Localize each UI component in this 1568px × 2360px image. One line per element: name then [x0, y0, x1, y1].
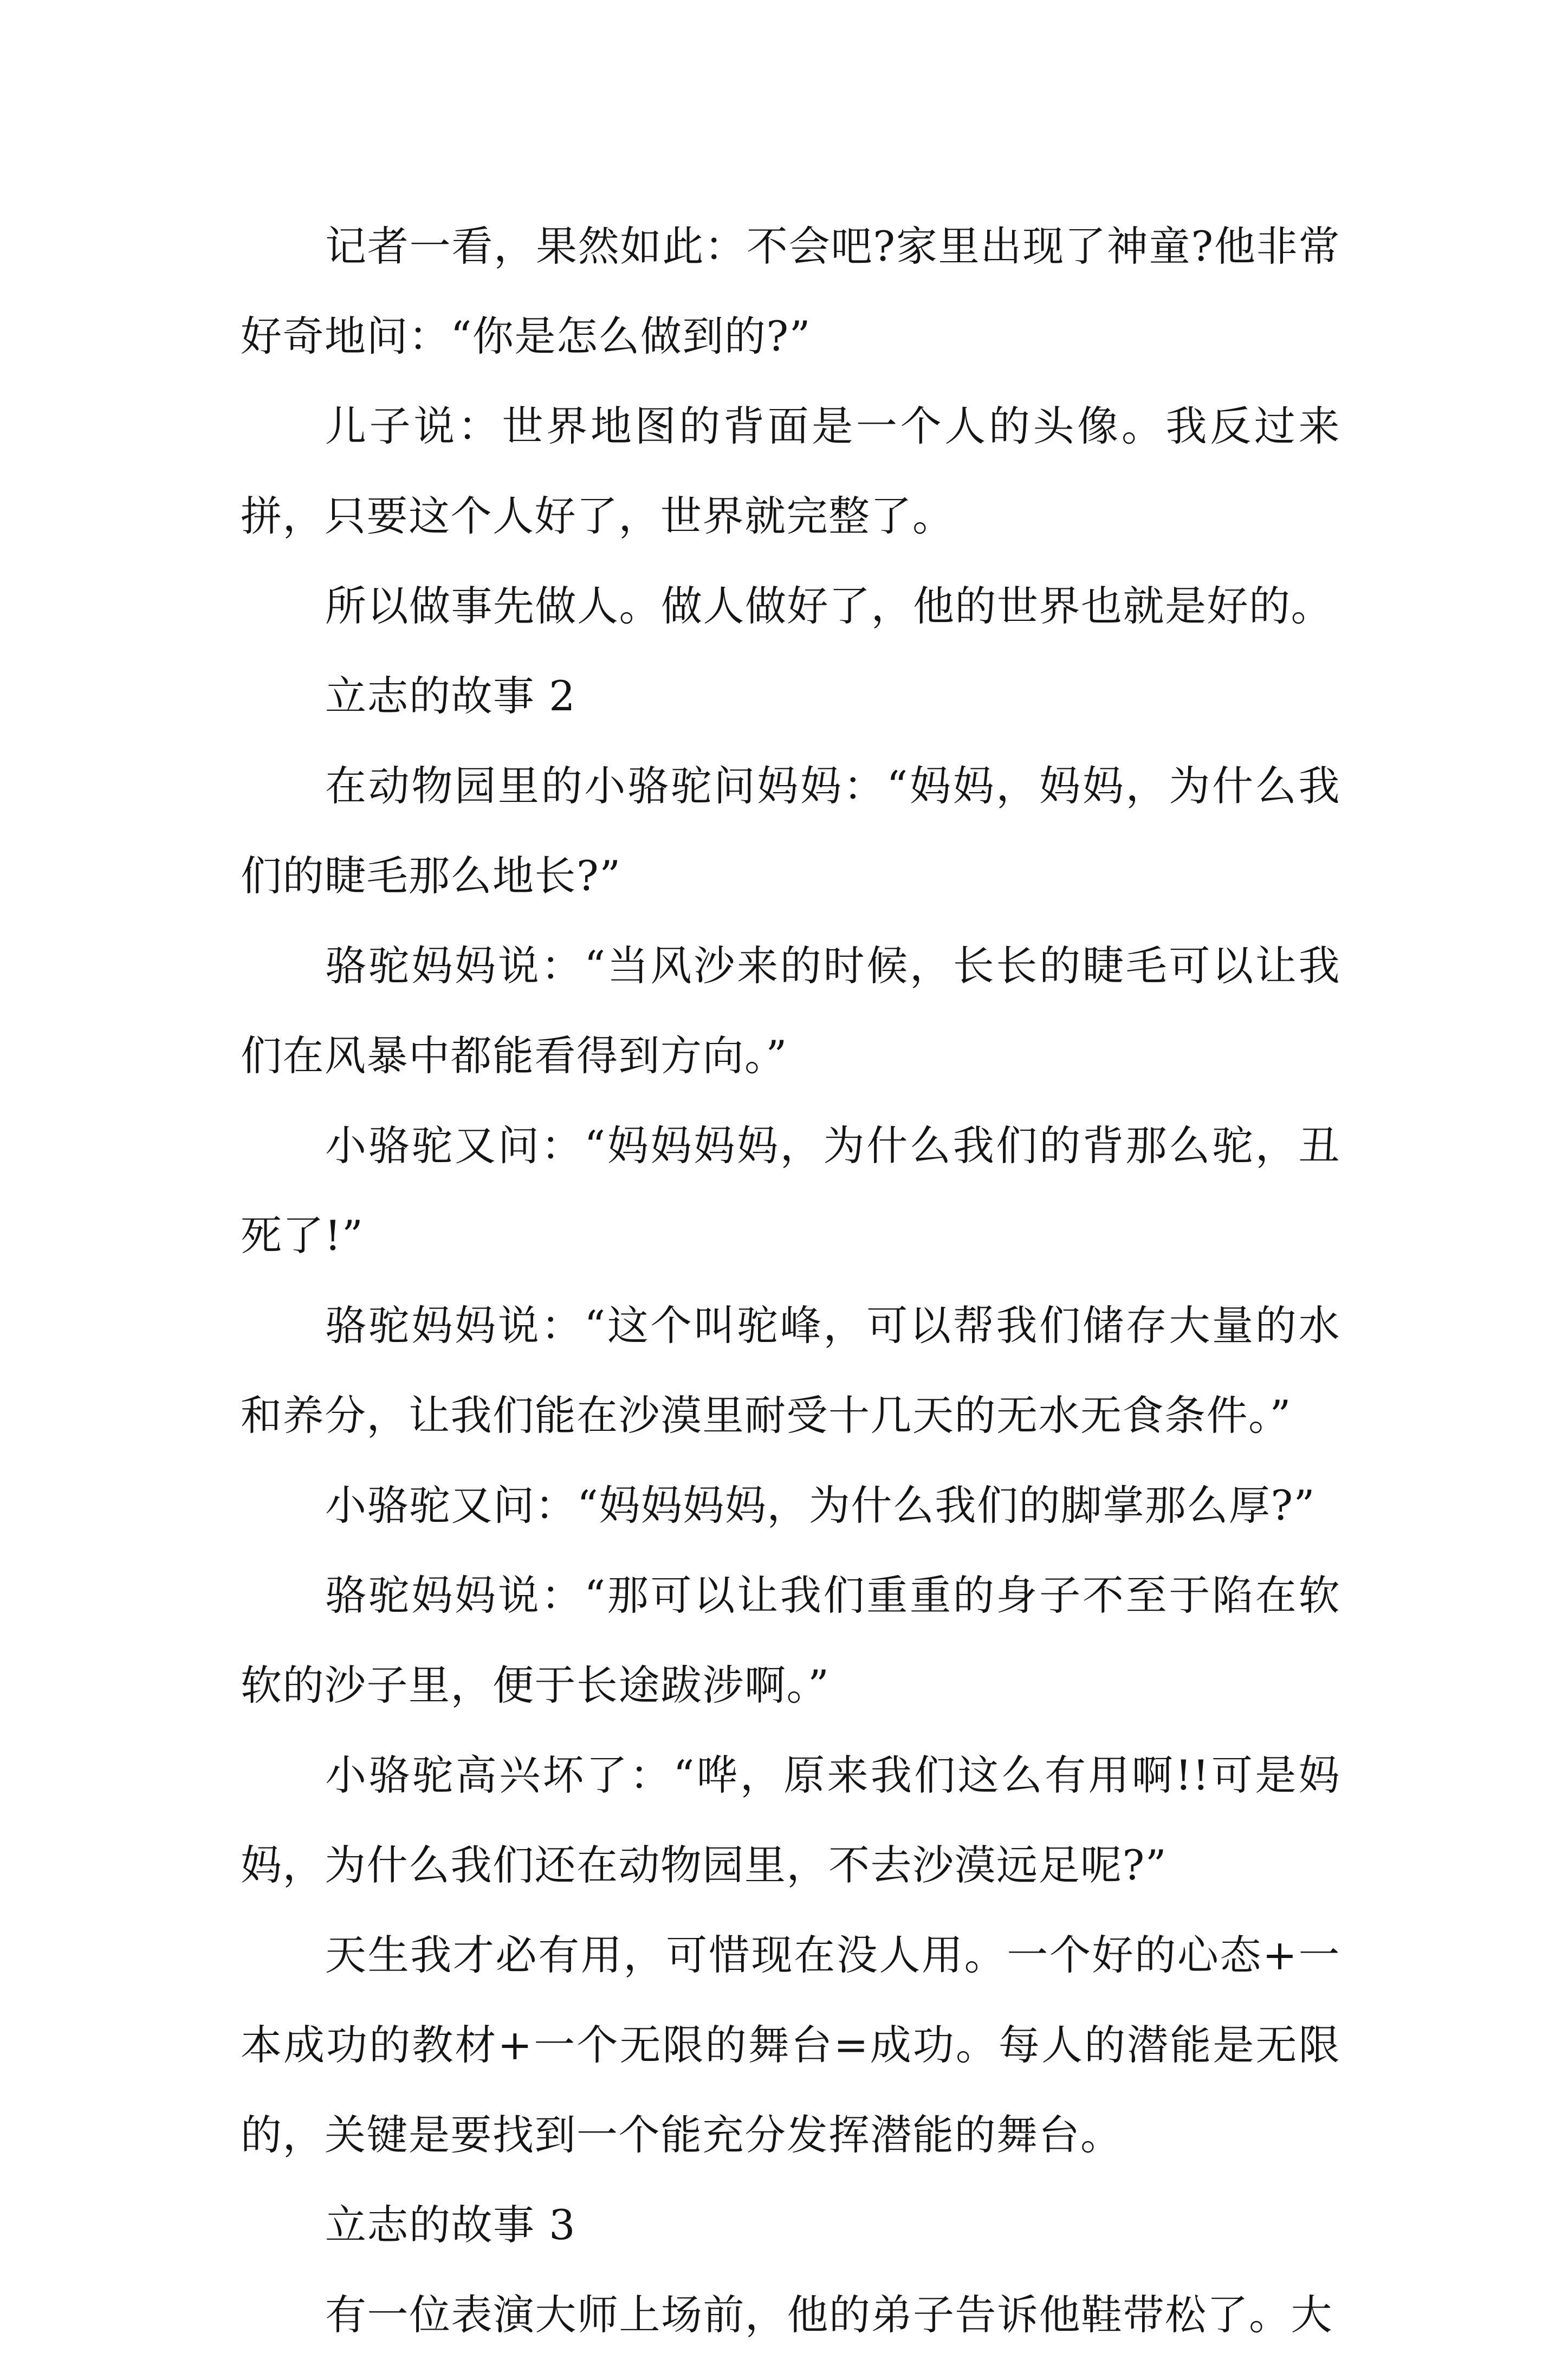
paragraph-camel-happy: 小骆驼高兴坏了：“哗，原来我们这么有用啊!!可是妈妈，为什么我们还在动物园里，不去沙漠远足呢?” [241, 1751, 1340, 1889]
paragraph-moral-2: 天生我才必有用，可惜现在没人用。一个好的心态+一本成功的教材+一个无限的舞台=成功。每人的潜能是无限的，关键是要找到一个能充分发挥潜能的舞台。 [241, 1931, 1340, 2159]
story-heading-2: 立志的故事 2 [325, 672, 576, 720]
paragraph-moral-1: 所以做事先做人。做人做好了，他的世界也就是好的。 [325, 582, 1333, 630]
paragraph-reporter-surprised: 记者一看，果然如此：不会吧?家里出现了神童?他非常好奇地问：“你是怎么做到的?” [241, 222, 1340, 360]
paragraph-master-shoelace: 有一位表演大师上场前，他的弟子告诉他鞋带松了。大 [325, 2291, 1333, 2339]
paragraph-mother-feet: 骆驼妈妈说：“那可以让我们重重的身子不至于陷在软软的沙子里，便于长途跋涉啊。” [241, 1571, 1340, 1709]
paragraph-mother-eyelashes: 骆驼妈妈说：“当风沙来的时候，长长的睫毛可以让我们在风暴中都能看得到方向。” [241, 942, 1340, 1080]
paragraph-camel-asks-feet: 小骆驼又问：“妈妈妈妈，为什么我们的脚掌那么厚?” [325, 1481, 1316, 1529]
paragraph-camel-asks-hump: 小骆驼又问：“妈妈妈妈，为什么我们的背那么驼，丑死了!” [241, 1121, 1340, 1260]
paragraph-mother-hump: 骆驼妈妈说：“这个叫驼峰，可以帮我们储存大量的水和养分，让我们能在沙漠里耐受十几天的无水无食条件。” [241, 1301, 1340, 1440]
story-heading-3: 立志的故事 3 [325, 2201, 576, 2249]
body-text [241, 202, 1340, 2360]
paragraph-camel-asks-eyelashes: 在动物园里的小骆驼问妈妈：“妈妈，妈妈，为什么我们的睫毛那么地长?” [241, 762, 1340, 900]
paragraph-son-explains: 儿子说：世界地图的背面是一个人的头像。我反过来拼，只要这个人好了，世界就完整了。 [241, 402, 1340, 540]
